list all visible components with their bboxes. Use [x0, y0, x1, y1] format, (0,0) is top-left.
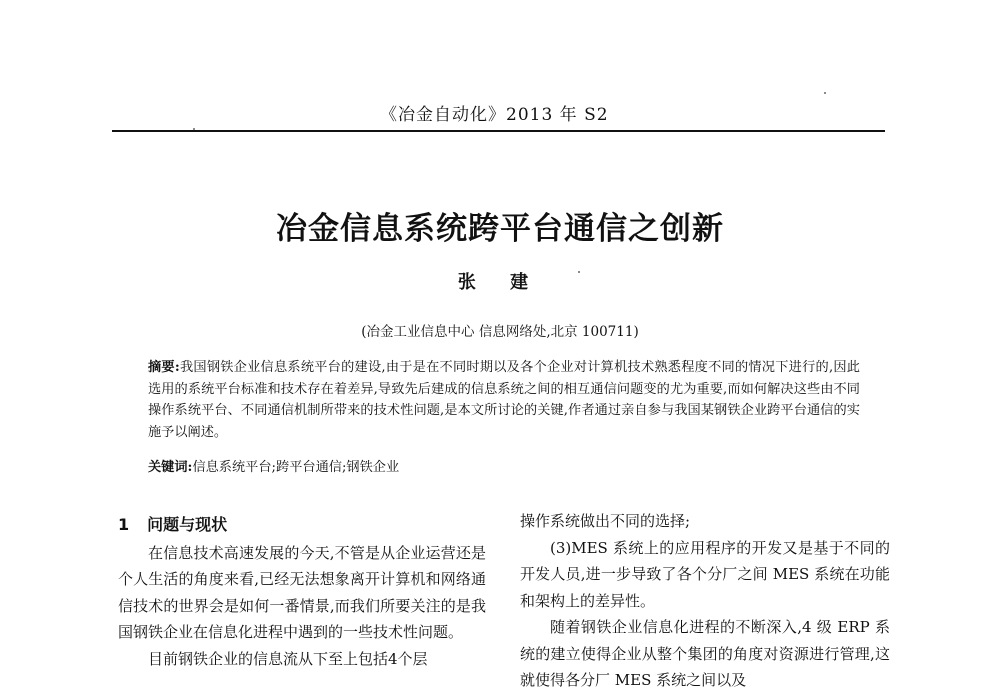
keywords-label: 关键词: — [148, 460, 193, 475]
left-column — [118, 512, 486, 672]
scan-speck — [193, 128, 195, 130]
abstract — [148, 357, 860, 443]
paragraph: 目前钢铁企业的信息流从下至上包括4个层 — [148, 649, 428, 668]
author-name: 张 建 — [457, 272, 543, 293]
scan-speck — [578, 271, 580, 273]
section-number: 1 — [118, 515, 130, 534]
header-rule — [112, 130, 885, 132]
section-heading — [118, 512, 486, 539]
author-affiliation: (冶金工业信息中心 信息网络处,北京 100711) — [361, 324, 639, 340]
scan-speck — [824, 92, 826, 94]
journal-header: 《冶金自动化》2013 年 S2 — [380, 105, 609, 125]
paragraph: 操作系统做出不同的选择; — [520, 512, 691, 530]
paragraph: 随着钢铁企业信息化进程的不断深入,4 级 ERP 系统的建立使得企业从整个集团的角度对资源进行管理,这就使得各分厂 MES 系统之间以及 — [520, 618, 890, 689]
keywords-text: 信息系统平台;跨平台通信;钢铁企业 — [192, 460, 400, 475]
keywords — [148, 457, 860, 478]
abstract-label: 摘要: — [148, 360, 180, 375]
article-title: 冶金信息系统跨平台通信之创新 — [276, 211, 724, 247]
right-column — [520, 508, 890, 694]
paragraph: 在信息技术高速发展的今天,不管是从企业运营还是个人生活的角度来看,已经无法想象离开计算机和网络通信技术的世界会是如何一番情景,而我们所要关注的是我国钢铁企业在信息化进程中遇到的一些技术性问题。 — [118, 543, 486, 641]
paragraph: (3)MES 系统上的应用程序的开发又是基于不同的开发人员,进一步导致了各个分厂之间 MES 系统在功能和架构上的差异性。 — [520, 538, 890, 610]
section-title: 问题与现状 — [147, 515, 228, 534]
abstract-text: 我国钢铁企业信息系统平台的建设,由于是在不同时期以及各个企业对计算机技术熟悉程度不同的情况下进行的,因此选用的系统平台标准和技术存在着差异,导致先后建成的信息系统之间的相互通信问题变的尤为重要,而如何解决这些由不同操作系统平台、不同通信机制所带来的技术性问题,是本文所讨论的关键,作者通过亲自参与我国某钢铁企业跨平台通信的实施予以阐述。 — [148, 360, 860, 440]
